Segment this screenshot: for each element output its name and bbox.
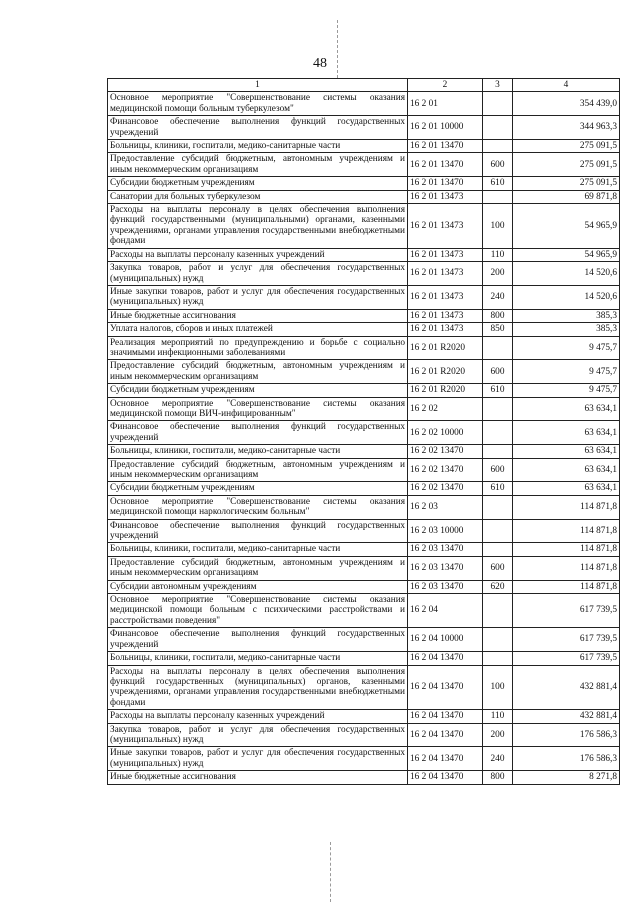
row-amount-cell: 114 871,8 xyxy=(513,519,620,543)
row-code-cell: 16 2 03 xyxy=(408,495,483,519)
row-code-cell: 16 2 04 13470 xyxy=(408,665,483,710)
row-amount-cell: 9 475,7 xyxy=(513,336,620,360)
row-code-cell: 16 2 03 13470 xyxy=(408,556,483,580)
column-header-code: 2 xyxy=(408,79,483,92)
row-expense-type-cell: 100 xyxy=(483,665,513,710)
row-name-cell: Расходы на выплаты персоналу казенных учреждений xyxy=(108,710,408,723)
row-code-cell: 16 2 01 10000 xyxy=(408,116,483,140)
row-expense-type-cell: 100 xyxy=(483,204,513,249)
row-code-cell: 16 2 01 13470 xyxy=(408,140,483,153)
column-header-expense-type: 3 xyxy=(483,79,513,92)
row-amount-cell: 114 871,8 xyxy=(513,543,620,556)
table-row xyxy=(108,309,620,322)
row-expense-type-cell xyxy=(483,628,513,652)
row-code-cell: 16 2 04 13470 xyxy=(408,652,483,665)
row-name-cell: Финансовое обеспечение выполнения функций государственных учреждений xyxy=(108,116,408,140)
row-name-cell: Иные закупки товаров, работ и услуг для обеспечения государственных (муниципальных) нужд xyxy=(108,747,408,771)
row-amount-cell: 14 520,6 xyxy=(513,262,620,286)
table-row xyxy=(108,116,620,140)
row-amount-cell: 54 965,9 xyxy=(513,248,620,261)
table-row xyxy=(108,710,620,723)
row-expense-type-cell: 850 xyxy=(483,323,513,336)
row-amount-cell: 114 871,8 xyxy=(513,495,620,519)
row-amount-cell: 432 881,4 xyxy=(513,710,620,723)
row-expense-type-cell xyxy=(483,397,513,421)
row-name-cell: Расходы на выплаты персоналу казенных учреждений xyxy=(108,248,408,261)
row-expense-type-cell xyxy=(483,543,513,556)
row-name-cell: Субсидии автономным учреждениям xyxy=(108,580,408,593)
row-code-cell: 16 2 03 10000 xyxy=(408,519,483,543)
row-name-cell: Расходы на выплаты персоналу в целях обеспечения выполнения функций государственными (муниципальными) органами, казенными учреждениями, органами управления государственными внебюджетными фондами xyxy=(108,204,408,249)
row-amount-cell: 385,3 xyxy=(513,323,620,336)
budget-table xyxy=(107,78,620,785)
row-code-cell: 16 2 01 13473 xyxy=(408,323,483,336)
row-expense-type-cell xyxy=(483,652,513,665)
row-code-cell: 16 2 01 R2020 xyxy=(408,384,483,397)
table-body xyxy=(108,92,620,784)
row-amount-cell: 617 739,5 xyxy=(513,594,620,628)
row-name-cell: Основное мероприятие "Совершенствование системы оказания медицинской помощи больным с психическими расстройствами и расстройствами поведения" xyxy=(108,594,408,628)
row-code-cell: 16 2 03 13470 xyxy=(408,543,483,556)
table-row xyxy=(108,652,620,665)
row-expense-type-cell: 240 xyxy=(483,747,513,771)
row-code-cell: 16 2 02 13470 xyxy=(408,458,483,482)
row-code-cell: 16 2 04 13470 xyxy=(408,747,483,771)
row-amount-cell: 275 091,5 xyxy=(513,177,620,190)
row-amount-cell: 385,3 xyxy=(513,309,620,322)
column-header-name: 1 xyxy=(108,79,408,92)
row-code-cell: 16 2 03 13470 xyxy=(408,580,483,593)
table-row xyxy=(108,262,620,286)
row-name-cell: Основное мероприятие "Совершенствование системы оказания медицинской помощи больным туберкулезом" xyxy=(108,92,408,116)
row-amount-cell: 275 091,5 xyxy=(513,153,620,177)
row-amount-cell: 275 091,5 xyxy=(513,140,620,153)
table-row xyxy=(108,248,620,261)
table-row xyxy=(108,153,620,177)
row-amount-cell: 8 271,8 xyxy=(513,771,620,784)
row-name-cell: Финансовое обеспечение выполнения функций государственных учреждений xyxy=(108,519,408,543)
row-expense-type-cell xyxy=(483,445,513,458)
row-amount-cell: 14 520,6 xyxy=(513,285,620,309)
row-expense-type-cell: 800 xyxy=(483,771,513,784)
table-row xyxy=(108,556,620,580)
row-name-cell: Предоставление субсидий бюджетным, автономным учреждениям и иным некоммерческим организациям xyxy=(108,153,408,177)
row-amount-cell: 63 634,1 xyxy=(513,421,620,445)
column-header-amount: 4 xyxy=(513,79,620,92)
row-amount-cell: 176 586,3 xyxy=(513,723,620,747)
row-expense-type-cell xyxy=(483,336,513,360)
row-expense-type-cell: 240 xyxy=(483,285,513,309)
table-row xyxy=(108,458,620,482)
row-name-cell: Основное мероприятие "Совершенствование системы оказания медицинской помощи наркологическим больным" xyxy=(108,495,408,519)
table-row xyxy=(108,723,620,747)
row-name-cell: Предоставление субсидий бюджетным, автономным учреждениям и иным некоммерческим организациям xyxy=(108,556,408,580)
row-amount-cell: 176 586,3 xyxy=(513,747,620,771)
row-amount-cell: 9 475,7 xyxy=(513,384,620,397)
row-name-cell: Иные бюджетные ассигнования xyxy=(108,309,408,322)
row-code-cell: 16 2 04 13470 xyxy=(408,723,483,747)
table-row xyxy=(108,323,620,336)
row-expense-type-cell: 600 xyxy=(483,556,513,580)
row-code-cell: 16 2 02 13470 xyxy=(408,482,483,495)
table-row xyxy=(108,580,620,593)
row-name-cell: Субсидии бюджетным учреждениям xyxy=(108,384,408,397)
row-name-cell: Расходы на выплаты персоналу в целях обеспечения выполнения функций государственных (муниципальных) органов, казенными учреждениями, органами управления государственными внебюджетными фондами xyxy=(108,665,408,710)
row-expense-type-cell: 600 xyxy=(483,360,513,384)
row-name-cell: Закупка товаров, работ и услуг для обеспечения государственных (муниципальных) нужд xyxy=(108,723,408,747)
row-amount-cell: 63 634,1 xyxy=(513,482,620,495)
row-code-cell: 16 2 02 xyxy=(408,397,483,421)
table-row xyxy=(108,519,620,543)
row-code-cell: 16 2 01 13473 xyxy=(408,262,483,286)
row-expense-type-cell: 110 xyxy=(483,248,513,261)
row-code-cell: 16 2 04 13470 xyxy=(408,771,483,784)
row-name-cell: Санатории для больных туберкулезом xyxy=(108,190,408,203)
row-expense-type-cell xyxy=(483,140,513,153)
row-amount-cell: 63 634,1 xyxy=(513,458,620,482)
row-code-cell: 16 2 01 13473 xyxy=(408,285,483,309)
row-amount-cell: 63 634,1 xyxy=(513,445,620,458)
row-code-cell: 16 2 01 13470 xyxy=(408,153,483,177)
row-expense-type-cell: 600 xyxy=(483,458,513,482)
row-code-cell: 16 2 01 R2020 xyxy=(408,360,483,384)
row-expense-type-cell: 200 xyxy=(483,723,513,747)
row-expense-type-cell xyxy=(483,594,513,628)
table-row xyxy=(108,747,620,771)
row-code-cell: 16 2 02 13470 xyxy=(408,445,483,458)
row-code-cell: 16 2 04 10000 xyxy=(408,628,483,652)
row-expense-type-cell: 610 xyxy=(483,177,513,190)
table-header-row xyxy=(108,79,620,92)
row-expense-type-cell xyxy=(483,495,513,519)
row-code-cell: 16 2 01 13473 xyxy=(408,204,483,249)
row-amount-cell: 617 739,5 xyxy=(513,628,620,652)
row-expense-type-cell: 200 xyxy=(483,262,513,286)
table-row xyxy=(108,445,620,458)
row-amount-cell: 354 439,0 xyxy=(513,92,620,116)
row-expense-type-cell xyxy=(483,116,513,140)
table-row xyxy=(108,495,620,519)
row-amount-cell: 9 475,7 xyxy=(513,360,620,384)
row-amount-cell: 617 739,5 xyxy=(513,652,620,665)
row-amount-cell: 54 965,9 xyxy=(513,204,620,249)
row-expense-type-cell: 610 xyxy=(483,384,513,397)
row-code-cell: 16 2 01 13473 xyxy=(408,309,483,322)
table-row xyxy=(108,771,620,784)
row-name-cell: Основное мероприятие "Совершенствование системы оказания медицинской помощи ВИЧ-инфицированным" xyxy=(108,397,408,421)
row-name-cell: Субсидии бюджетным учреждениям xyxy=(108,177,408,190)
table-row xyxy=(108,421,620,445)
row-expense-type-cell: 620 xyxy=(483,580,513,593)
row-amount-cell: 432 881,4 xyxy=(513,665,620,710)
row-code-cell: 16 2 04 xyxy=(408,594,483,628)
row-name-cell: Предоставление субсидий бюджетным, автономным учреждениям и иным некоммерческим организациям xyxy=(108,360,408,384)
table-row xyxy=(108,397,620,421)
row-name-cell: Субсидии бюджетным учреждениям xyxy=(108,482,408,495)
row-amount-cell: 69 871,8 xyxy=(513,190,620,203)
row-expense-type-cell: 110 xyxy=(483,710,513,723)
row-code-cell: 16 2 01 13473 xyxy=(408,190,483,203)
row-name-cell: Финансовое обеспечение выполнения функций государственных учреждений xyxy=(108,421,408,445)
row-code-cell: 16 2 04 13470 xyxy=(408,710,483,723)
row-amount-cell: 114 871,8 xyxy=(513,580,620,593)
table-row xyxy=(108,482,620,495)
table-row xyxy=(108,204,620,249)
table-row xyxy=(108,543,620,556)
row-expense-type-cell xyxy=(483,190,513,203)
row-name-cell: Больницы, клиники, госпитали, медико-санитарные части xyxy=(108,445,408,458)
row-name-cell: Предоставление субсидий бюджетным, автономным учреждениям и иным некоммерческим организациям xyxy=(108,458,408,482)
row-code-cell: 16 2 01 13470 xyxy=(408,177,483,190)
table-row xyxy=(108,177,620,190)
row-expense-type-cell: 600 xyxy=(483,153,513,177)
row-code-cell: 16 2 01 xyxy=(408,92,483,116)
row-name-cell: Закупка товаров, работ и услуг для обеспечения государственных (муниципальных) нужд xyxy=(108,262,408,286)
row-expense-type-cell xyxy=(483,519,513,543)
table-row xyxy=(108,336,620,360)
row-amount-cell: 63 634,1 xyxy=(513,397,620,421)
row-name-cell: Реализация мероприятий по предупреждению и борьбе с социально значимыми инфекционными заболеваниями xyxy=(108,336,408,360)
table-row xyxy=(108,285,620,309)
row-name-cell: Иные бюджетные ассигнования xyxy=(108,771,408,784)
page-number: 48 xyxy=(313,56,327,71)
row-name-cell: Больницы, клиники, госпитали, медико-санитарные части xyxy=(108,543,408,556)
row-name-cell: Уплата налогов, сборов и иных платежей xyxy=(108,323,408,336)
row-expense-type-cell: 800 xyxy=(483,309,513,322)
table-row xyxy=(108,384,620,397)
table-row xyxy=(108,140,620,153)
table-row xyxy=(108,628,620,652)
row-name-cell: Финансовое обеспечение выполнения функций государственных учреждений xyxy=(108,628,408,652)
table-row xyxy=(108,665,620,710)
row-expense-type-cell: 610 xyxy=(483,482,513,495)
row-name-cell: Больницы, клиники, госпитали, медико-санитарные части xyxy=(108,652,408,665)
table-row xyxy=(108,594,620,628)
table-row xyxy=(108,92,620,116)
row-name-cell: Больницы, клиники, госпитали, медико-санитарные части xyxy=(108,140,408,153)
row-amount-cell: 114 871,8 xyxy=(513,556,620,580)
row-expense-type-cell xyxy=(483,421,513,445)
row-code-cell: 16 2 01 13473 xyxy=(408,248,483,261)
row-amount-cell: 344 963,3 xyxy=(513,116,620,140)
row-code-cell: 16 2 02 10000 xyxy=(408,421,483,445)
row-expense-type-cell xyxy=(483,92,513,116)
row-code-cell: 16 2 01 R2020 xyxy=(408,336,483,360)
row-name-cell: Иные закупки товаров, работ и услуг для обеспечения государственных (муниципальных) нужд xyxy=(108,285,408,309)
table-row xyxy=(108,190,620,203)
scan-fold-line-bottom xyxy=(330,842,332,902)
table-row xyxy=(108,360,620,384)
